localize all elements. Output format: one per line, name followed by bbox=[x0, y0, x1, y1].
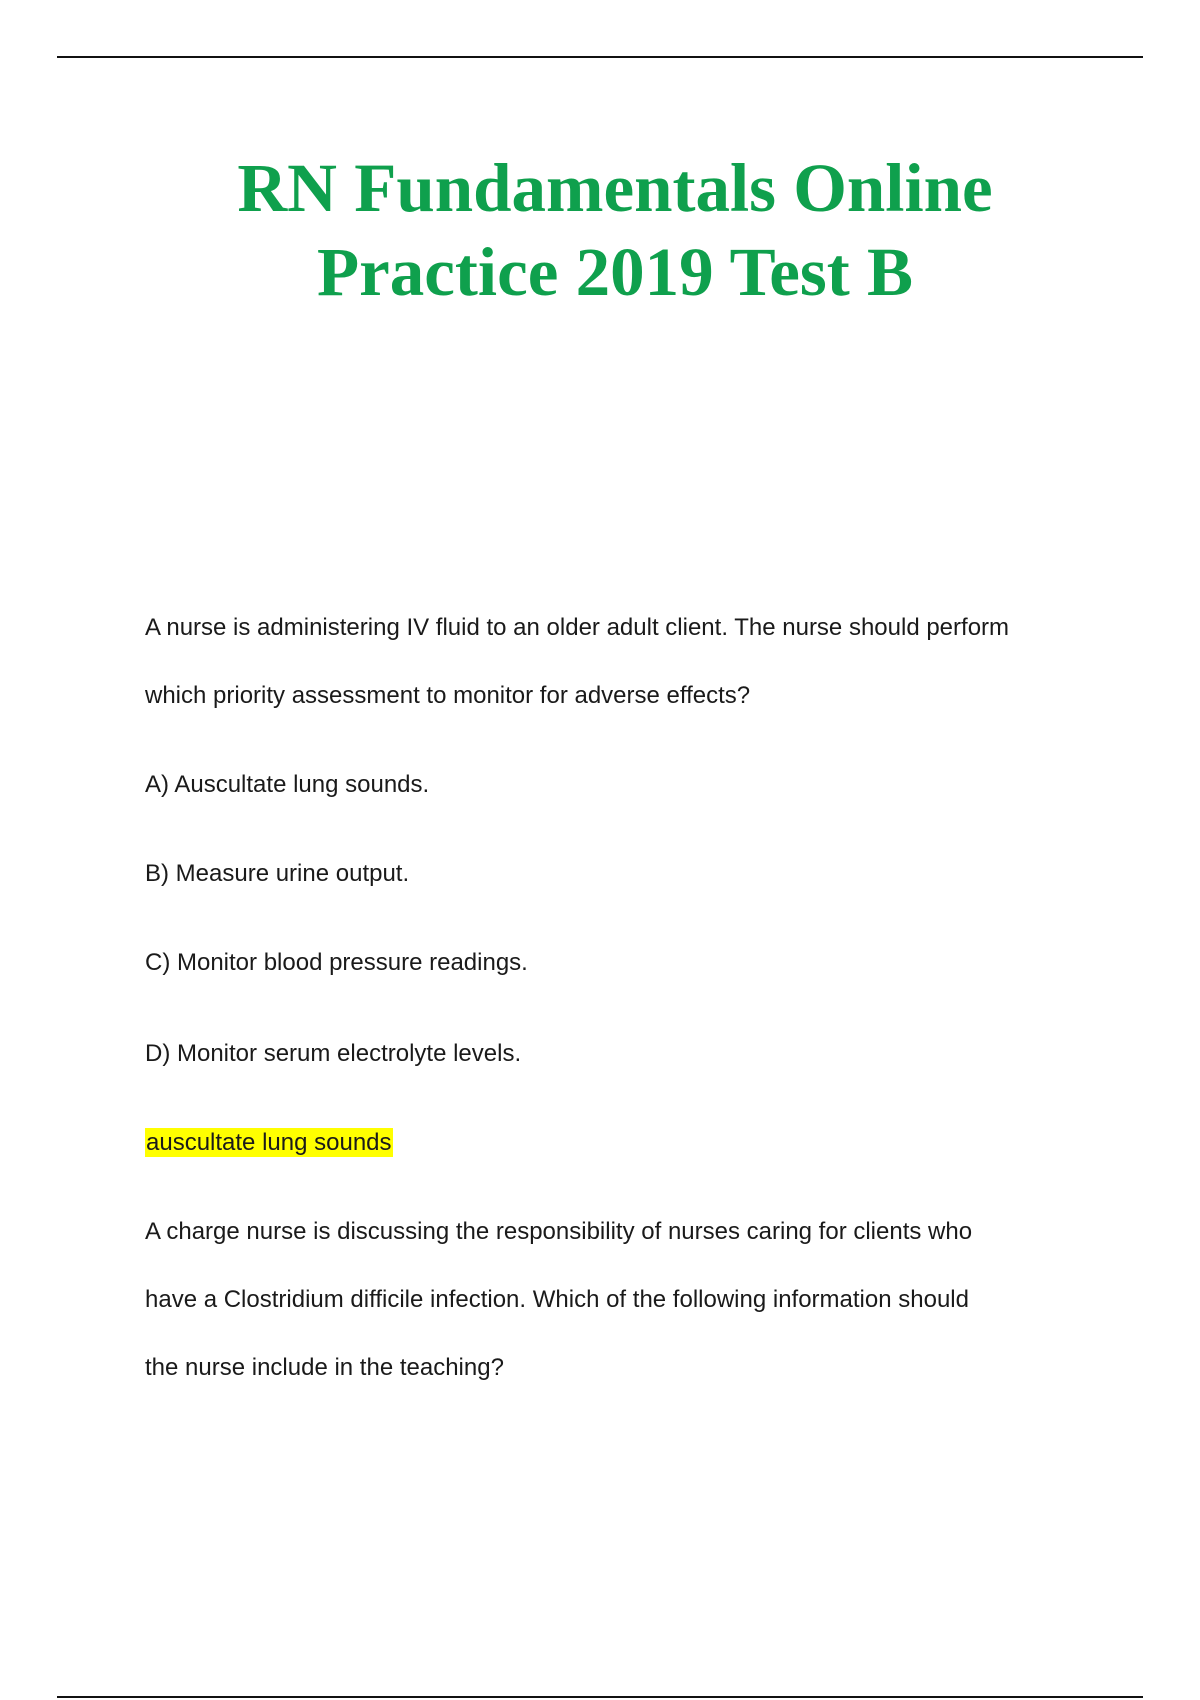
option-c: C) Monitor blood pressure readings. bbox=[145, 949, 528, 976]
top-rule bbox=[57, 56, 1143, 58]
question-2-line-3: the nurse include in the teaching? bbox=[145, 1354, 504, 1381]
question-2-line-1: A charge nurse is discussing the responsibility of nurses caring for clients who bbox=[145, 1218, 973, 1245]
question-1-line-2: which priority assessment to monitor for adverse effects? bbox=[145, 682, 751, 709]
document-title bbox=[150, 146, 1080, 314]
question-2-line-2: have a Clostridium difficile infection. Which of the following information should bbox=[145, 1286, 969, 1313]
answer-line bbox=[145, 1128, 1095, 1158]
title-line-2: Practice 2019 Test B bbox=[317, 234, 913, 310]
question-1-line-1: A nurse is administering IV fluid to an older adult client. The nurse should perform bbox=[145, 614, 1010, 641]
bottom-rule bbox=[57, 1696, 1143, 1698]
highlighted-answer: auscultate lung sounds bbox=[146, 1129, 392, 1156]
option-a: A) Auscultate lung sounds. bbox=[145, 771, 430, 798]
option-d: D) Monitor serum electrolyte levels. bbox=[145, 1040, 522, 1067]
option-b: B) Measure urine output. bbox=[145, 860, 410, 887]
title-line-1: RN Fundamentals Online bbox=[237, 150, 993, 226]
